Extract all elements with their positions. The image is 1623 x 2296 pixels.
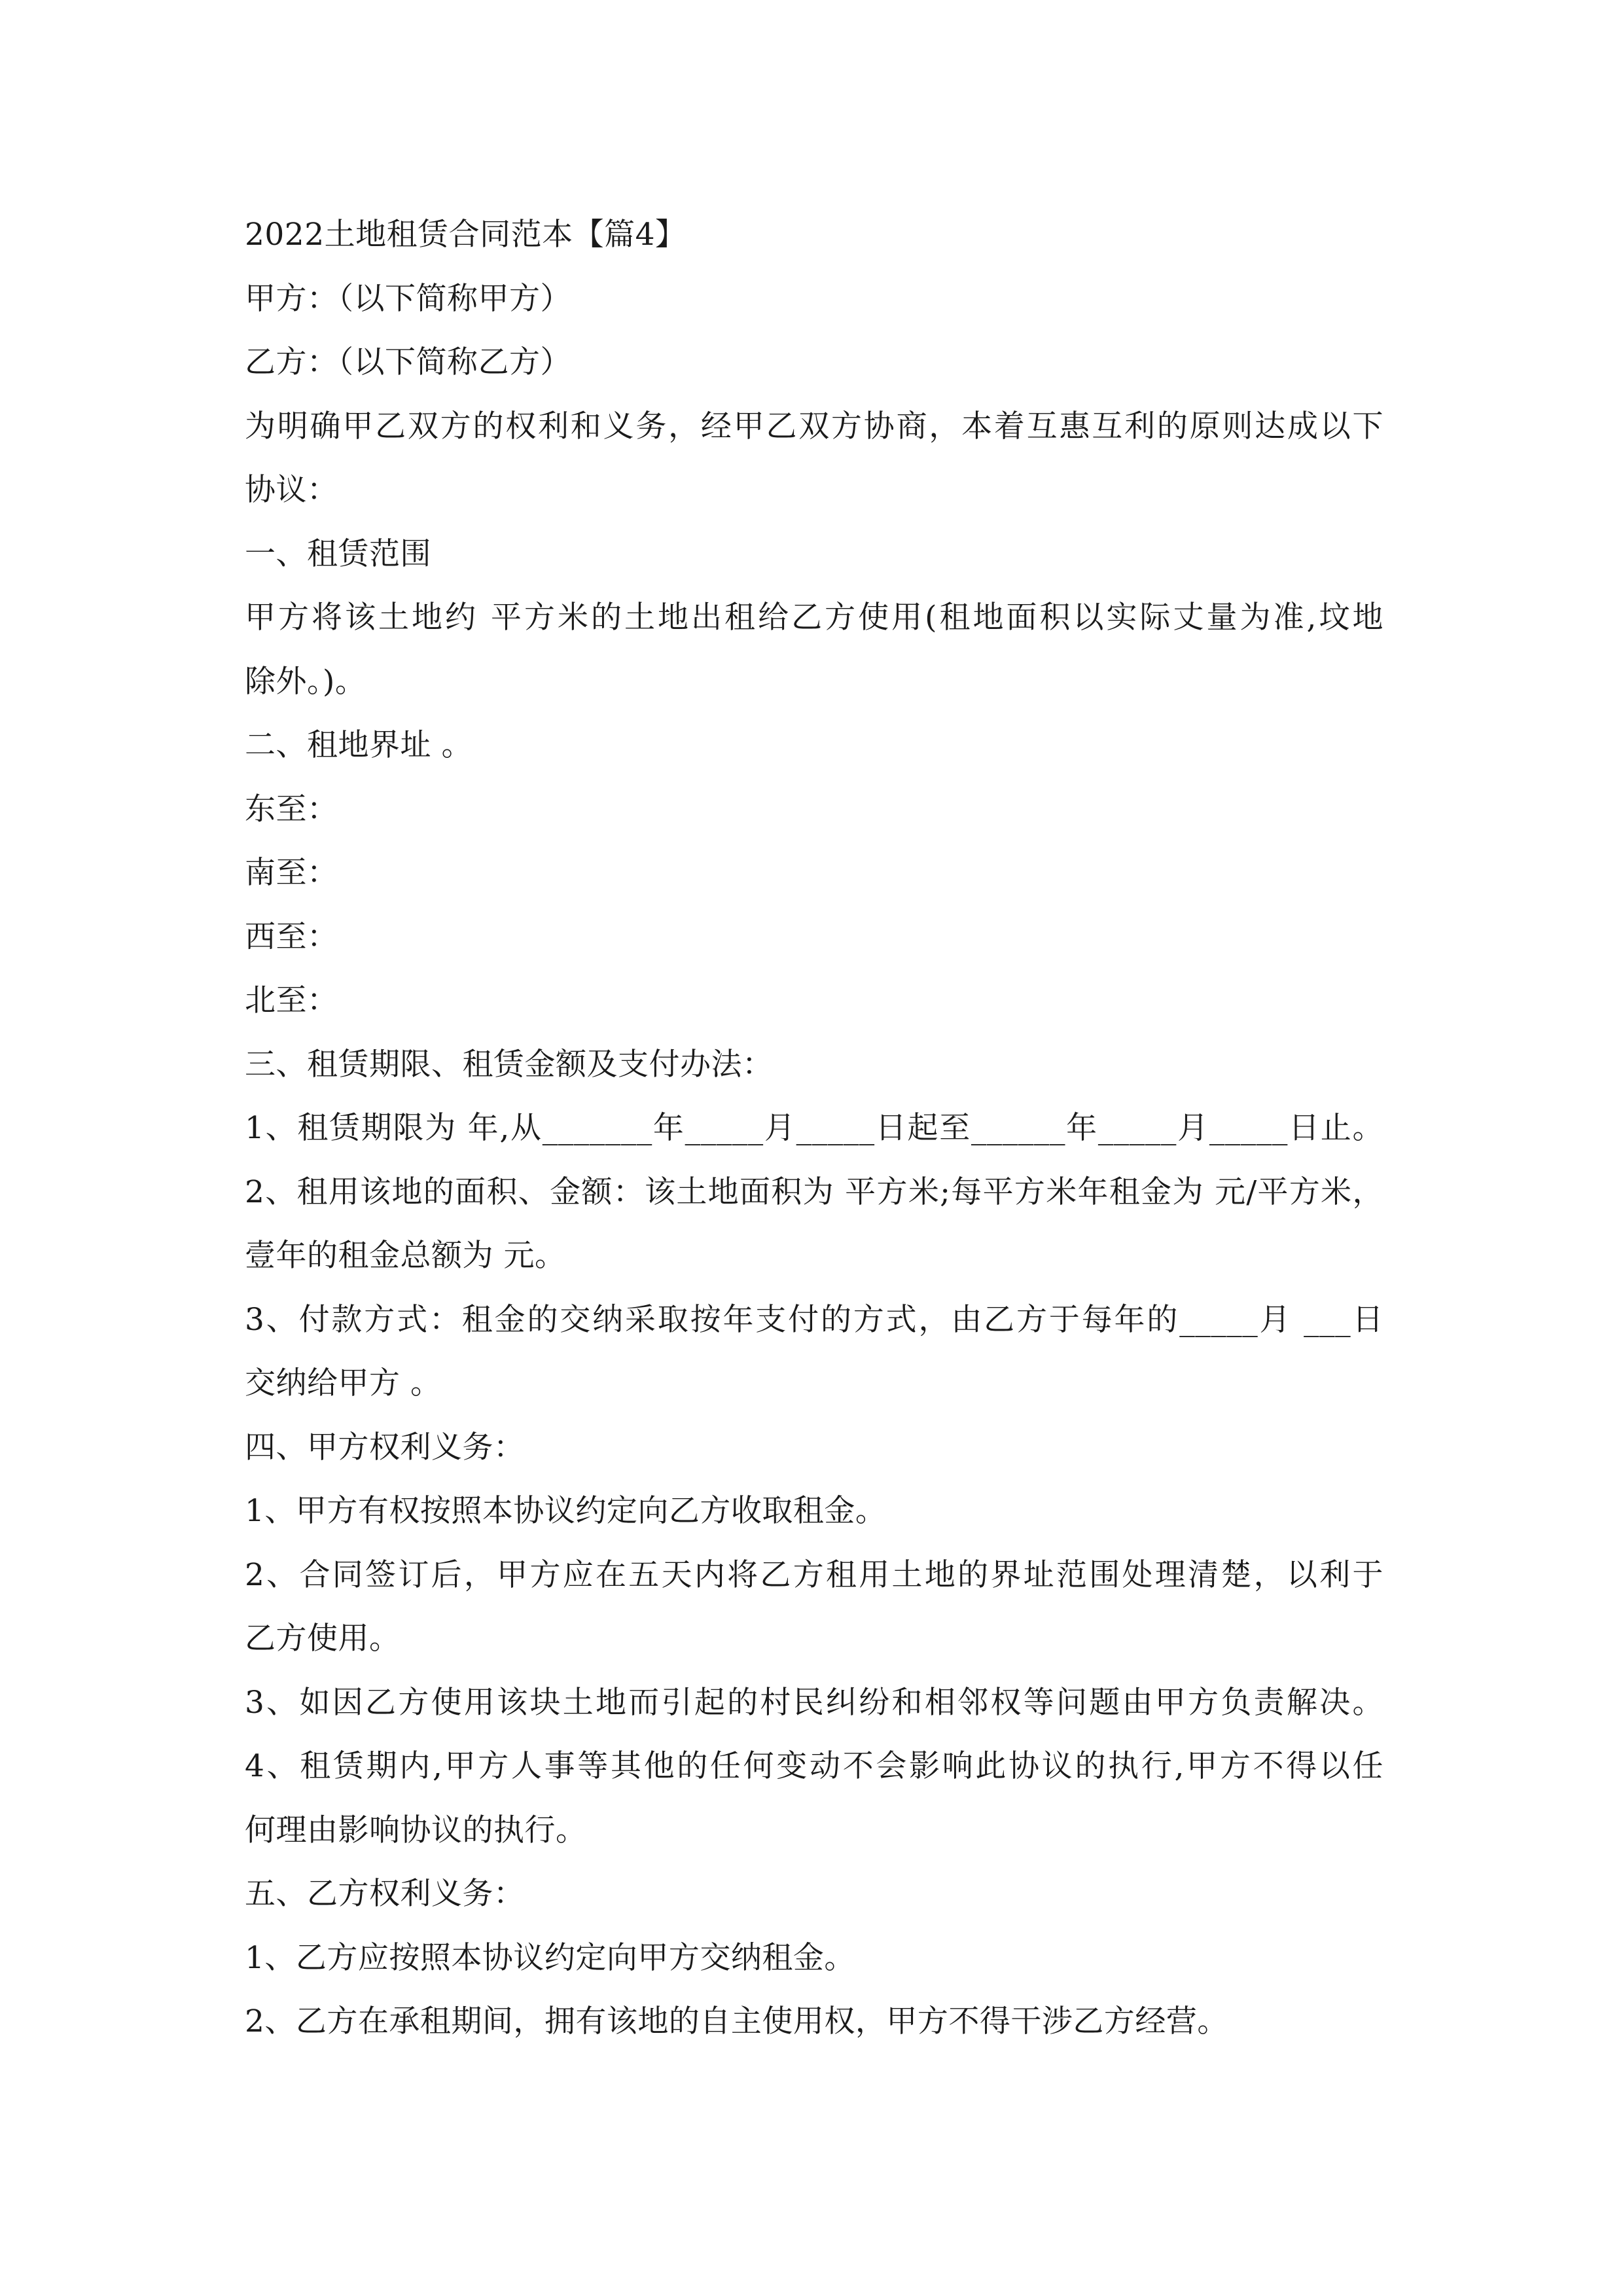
party-a-line: 甲方：（以下简称甲方）: [245, 280, 571, 317]
section-3-item-2-line-2: 壹年的租金总额为 元。: [245, 1238, 566, 1274]
boundary-south: 南至：: [245, 855, 338, 891]
section-4-item-1: 1、甲方有权按照本协议约定向乙方收取租金。: [245, 1493, 887, 1529]
section-2-heading: 二、租地界址 。: [245, 727, 473, 763]
section-1-heading: 一、租赁范围: [245, 535, 431, 572]
section-3-heading: 三、租赁期限、租赁金额及支付办法：: [245, 1046, 774, 1083]
section-4-item-2-line-2: 乙方使用。: [245, 1621, 401, 1657]
section-3-item-3-line-1: 3、付款方式：租金的交纳采取按年支付的方式，由乙方于每年的_____月 ___日: [245, 1301, 1383, 1338]
document-body: [245, 203, 1383, 2054]
preamble-line-1: 为明确甲乙双方的权利和义务，经甲乙双方协商，本着互惠互利的原则达成以下: [245, 408, 1383, 444]
section-5-heading: 五、乙方权利义务：: [245, 1876, 525, 1912]
boundary-north: 北至：: [245, 982, 338, 1018]
boundary-east: 东至：: [245, 791, 338, 827]
boundary-west: 西至：: [245, 918, 338, 955]
section-5-item-2: 2、乙方在承租期间，拥有该地的自主使用权，甲方不得干涉乙方经营。: [245, 2003, 1228, 2039]
section-1-text-line-2: 除外。)。: [245, 663, 366, 700]
section-4-item-3: 3、如因乙方使用该块土地而引起的村民纠纷和相邻权等问题由甲方负责解决。: [245, 1684, 1383, 1721]
section-4-item-2-line-1: 2、合同签订后，甲方应在五天内将乙方租用土地的界址范围处理清楚，以利于: [245, 1556, 1383, 1593]
section-3-item-2-line-1: 2、租用该地的面积、金额：该土地面积为 平方米;每平方米年租金为 元/平方米，: [245, 1174, 1383, 1210]
section-4-heading: 四、甲方权利义务：: [245, 1429, 525, 1465]
document-title: 2022土地租赁合同范本【篇4】: [245, 217, 687, 253]
section-4-item-4-line-2: 何理由影响协议的执行。: [245, 1812, 587, 1848]
preamble-line-2: 协议：: [245, 472, 338, 508]
section-3-item-1: 1、租赁期限为 年,从_______年_____月_____日起至______年_____月_____日止。: [245, 1110, 1383, 1146]
party-b-line: 乙方：（以下简称乙方）: [245, 344, 571, 380]
section-3-item-3-line-2: 交纳给甲方 。: [245, 1365, 442, 1401]
section-5-item-1: 1、乙方应按照本协议约定向甲方交纳租金。: [245, 1939, 855, 1976]
section-4-item-4-line-1: 4、租赁期内,甲方人事等其他的任何变动不会影响此协议的执行,甲方不得以任: [245, 1748, 1383, 1784]
section-1-text-line-1: 甲方将该土地约 平方米的土地出租给乙方使用(租地面积以实际丈量为准,坟地: [245, 600, 1383, 636]
